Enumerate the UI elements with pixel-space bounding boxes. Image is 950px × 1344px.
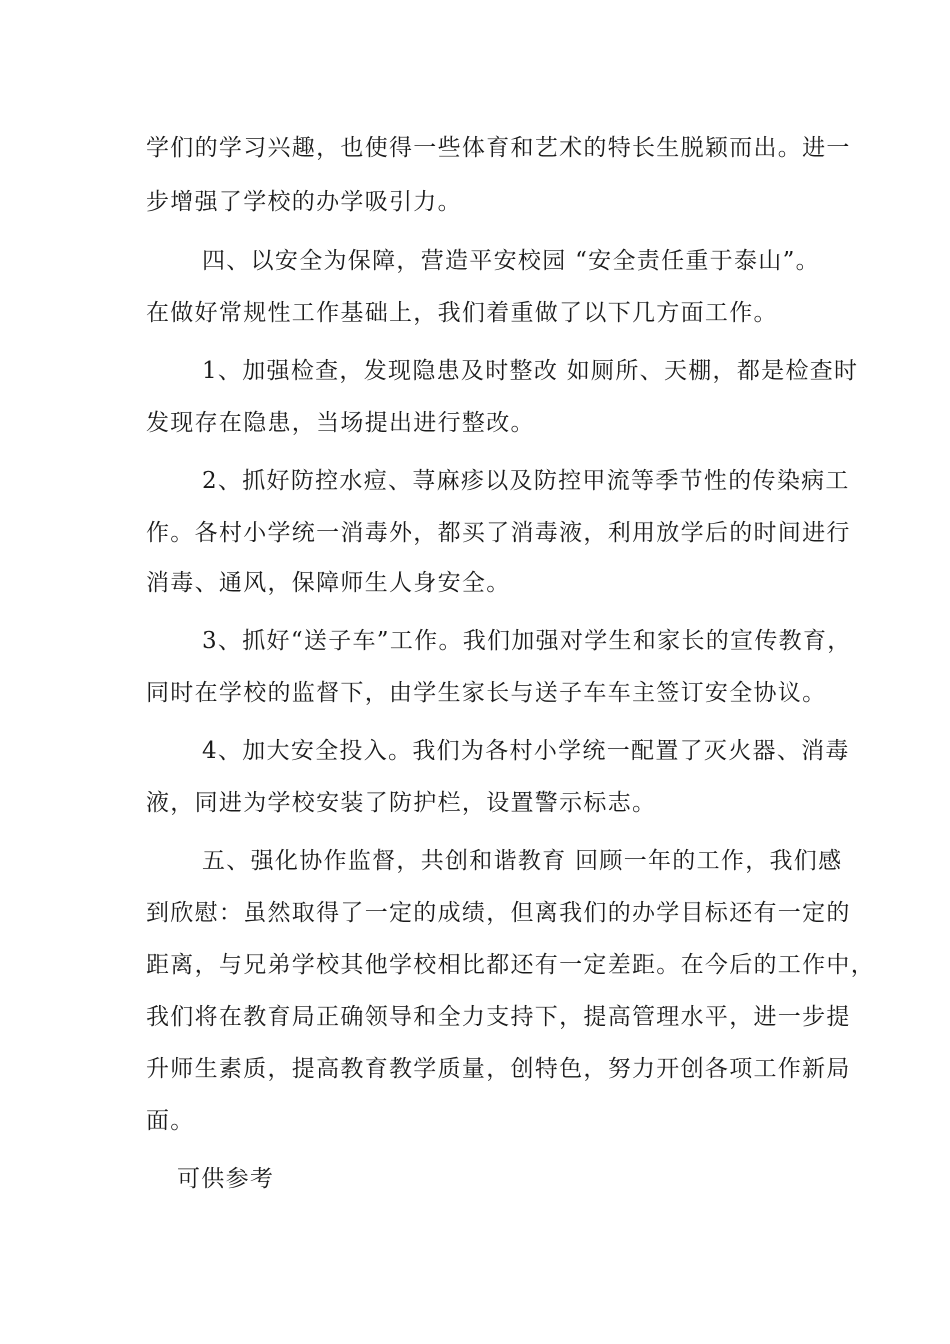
text-line: 液，同进为学校安装了防护栏，设置警示标志。	[146, 790, 657, 816]
text-line: 我们将在教育局正确领导和全力支持下，提高管理水平，进一步提	[146, 1004, 851, 1030]
text-line: 在做好常规性工作基础上，我们着重做了以下几方面工作。	[146, 300, 778, 326]
text-line: 面。	[146, 1108, 195, 1134]
text-line: 距离，与兄弟学校其他学校相比都还有一定差距。在今后的工作中，	[146, 952, 875, 978]
section-heading-four: 四、以安全为保障，营造平安校园 “安全责任重于泰山”。	[202, 248, 820, 274]
section-heading-five: 五、强化协作监督，共创和谐教育 回顾一年的工作，我们感	[202, 848, 843, 874]
text-line: 步增强了学校的办学吸引力。	[146, 189, 462, 215]
text-line: 学们的学习兴趣，也使得一些体育和艺术的特长生脱颖而出。进一	[146, 135, 851, 161]
text-line: 升师生素质，提高教育教学质量，创特色，努力开创各项工作新局	[146, 1056, 851, 1082]
text-line: 到欣慰：虽然取得了一定的成绩，但离我们的办学目标还有一定的	[146, 900, 851, 926]
list-item-4: 4、加大安全投入。我们为各村小学统一配置了灭火器、消毒	[202, 738, 850, 764]
footer-note: 可供参考	[177, 1166, 275, 1192]
text-line: 发现存在隐患，当场提出进行整改。	[146, 410, 535, 436]
text-line: 作。各村小学统一消毒外，都买了消毒液，利用放学后的时间进行	[146, 520, 851, 546]
text-line: 消毒、通风，保障师生人身安全。	[146, 570, 511, 596]
list-item-1: 1、加强检查，发现隐患及时整改 如厕所、天棚，都是检查时	[202, 358, 859, 384]
list-item-2: 2、抓好防控水痘、荨麻疹以及防控甲流等季节性的传染病工	[202, 468, 850, 494]
text-line: 同时在学校的监督下，由学生家长与送子车车主签订安全协议。	[146, 680, 827, 706]
list-item-3: 3、抓好“送子车”工作。我们加强对学生和家长的宣传教育，	[202, 628, 852, 654]
